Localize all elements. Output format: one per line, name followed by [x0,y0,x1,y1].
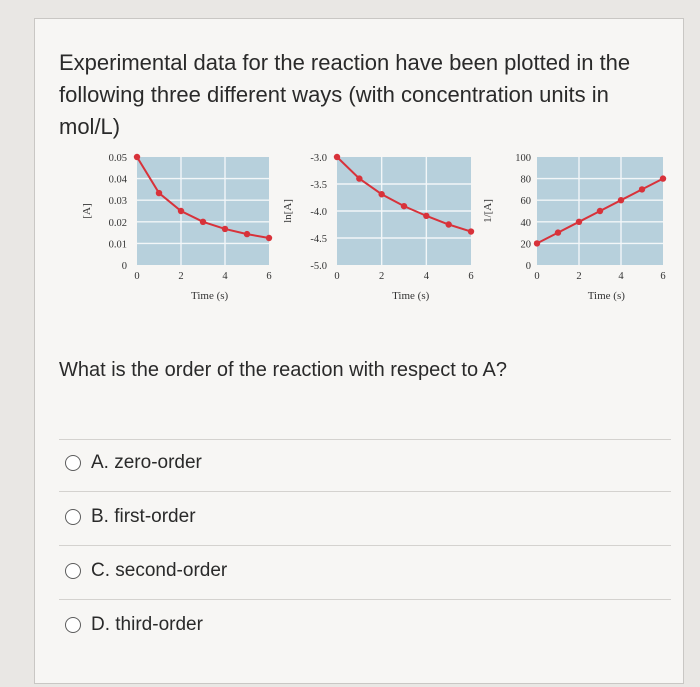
y-tick-label: 0.03 [108,196,127,208]
radio-icon[interactable] [65,455,81,471]
data-point [356,175,362,181]
option-label: B. first-order [91,506,196,527]
x-tick-label: 4 [423,271,429,282]
y-axis-label: 1/[A] [482,199,494,223]
data-point [423,213,429,219]
x-tick-label: 2 [379,271,385,282]
option-first-order[interactable] [65,503,196,531]
charts-panel [35,19,685,349]
y-tick-label: 0.01 [108,239,127,251]
y-axis-label: ln[A] [282,199,294,223]
divider [59,545,671,546]
data-point [156,190,162,196]
x-tick-label: 6 [660,271,666,282]
data-point [445,221,451,227]
question-prompt: What is the order of the reaction with respect to A? [59,359,508,381]
data-point [597,208,603,214]
y-axis-label: [A] [81,203,93,219]
divider [59,439,671,440]
plot-area [137,157,269,265]
y-tick-label: 0.05 [108,153,127,164]
y-tick-label: 80 [520,174,531,186]
x-axis-label: Time (s) [587,290,625,302]
data-point [534,240,540,246]
data-point [334,154,340,160]
divider [59,599,671,600]
option-zero-order[interactable] [65,449,202,477]
y-tick-label: -4.0 [310,207,327,218]
data-point [200,219,206,225]
data-point [660,175,666,181]
x-axis-label: Time (s) [191,290,229,302]
x-tick-label: 6 [468,271,474,282]
data-point [639,186,645,192]
y-tick-label: 20 [520,239,531,251]
data-point [134,154,140,160]
data-point [401,203,407,209]
chart-inv-conc [482,153,666,302]
option-label: A. zero-order [91,452,202,473]
data-point [378,191,384,197]
data-point [618,197,624,203]
x-tick-label: 0 [134,271,140,282]
radio-icon[interactable] [65,509,81,525]
data-point [222,226,228,232]
option-label: C. second-order [91,560,228,581]
divider [59,491,671,492]
y-tick-label: 40 [520,217,531,229]
radio-icon[interactable] [65,563,81,579]
x-tick-label: 0 [534,271,540,282]
x-tick-label: 6 [266,271,272,282]
option-second-order[interactable] [65,557,227,585]
question-text: Experimental data for the reaction have been plotted in the following three different ways (with concentration units in mol/L) [59,50,631,139]
chart-conc [81,153,272,302]
question-card [34,18,684,684]
option-third-order[interactable] [65,611,203,639]
data-point [178,208,184,214]
y-tick-label: -3.5 [310,180,327,191]
chart-concentration-vs-time [35,19,685,349]
y-tick-label: 0.02 [108,217,127,229]
y-tick-label: 0.04 [108,174,127,186]
y-tick-label: -3.0 [310,153,327,164]
y-tick-label: -5.0 [310,261,327,272]
data-point [244,231,250,237]
option-label: D. third-order [91,614,203,635]
data-point [468,228,474,234]
radio-icon[interactable] [65,617,81,633]
x-tick-label: 2 [576,271,582,282]
x-tick-label: 4 [222,271,228,282]
data-point [266,235,272,241]
y-tick-label: 0 [525,261,531,272]
x-tick-label: 0 [334,271,340,282]
x-axis-label: Time (s) [392,290,430,302]
y-tick-label: -4.5 [310,234,327,245]
chart-ln-conc [282,153,474,302]
y-tick-label: 60 [520,196,531,208]
x-tick-label: 4 [618,271,624,282]
x-tick-label: 2 [178,271,184,282]
y-tick-label: 100 [515,153,531,164]
data-point [576,219,582,225]
data-point [555,229,561,235]
y-tick-label: 0 [121,261,127,272]
